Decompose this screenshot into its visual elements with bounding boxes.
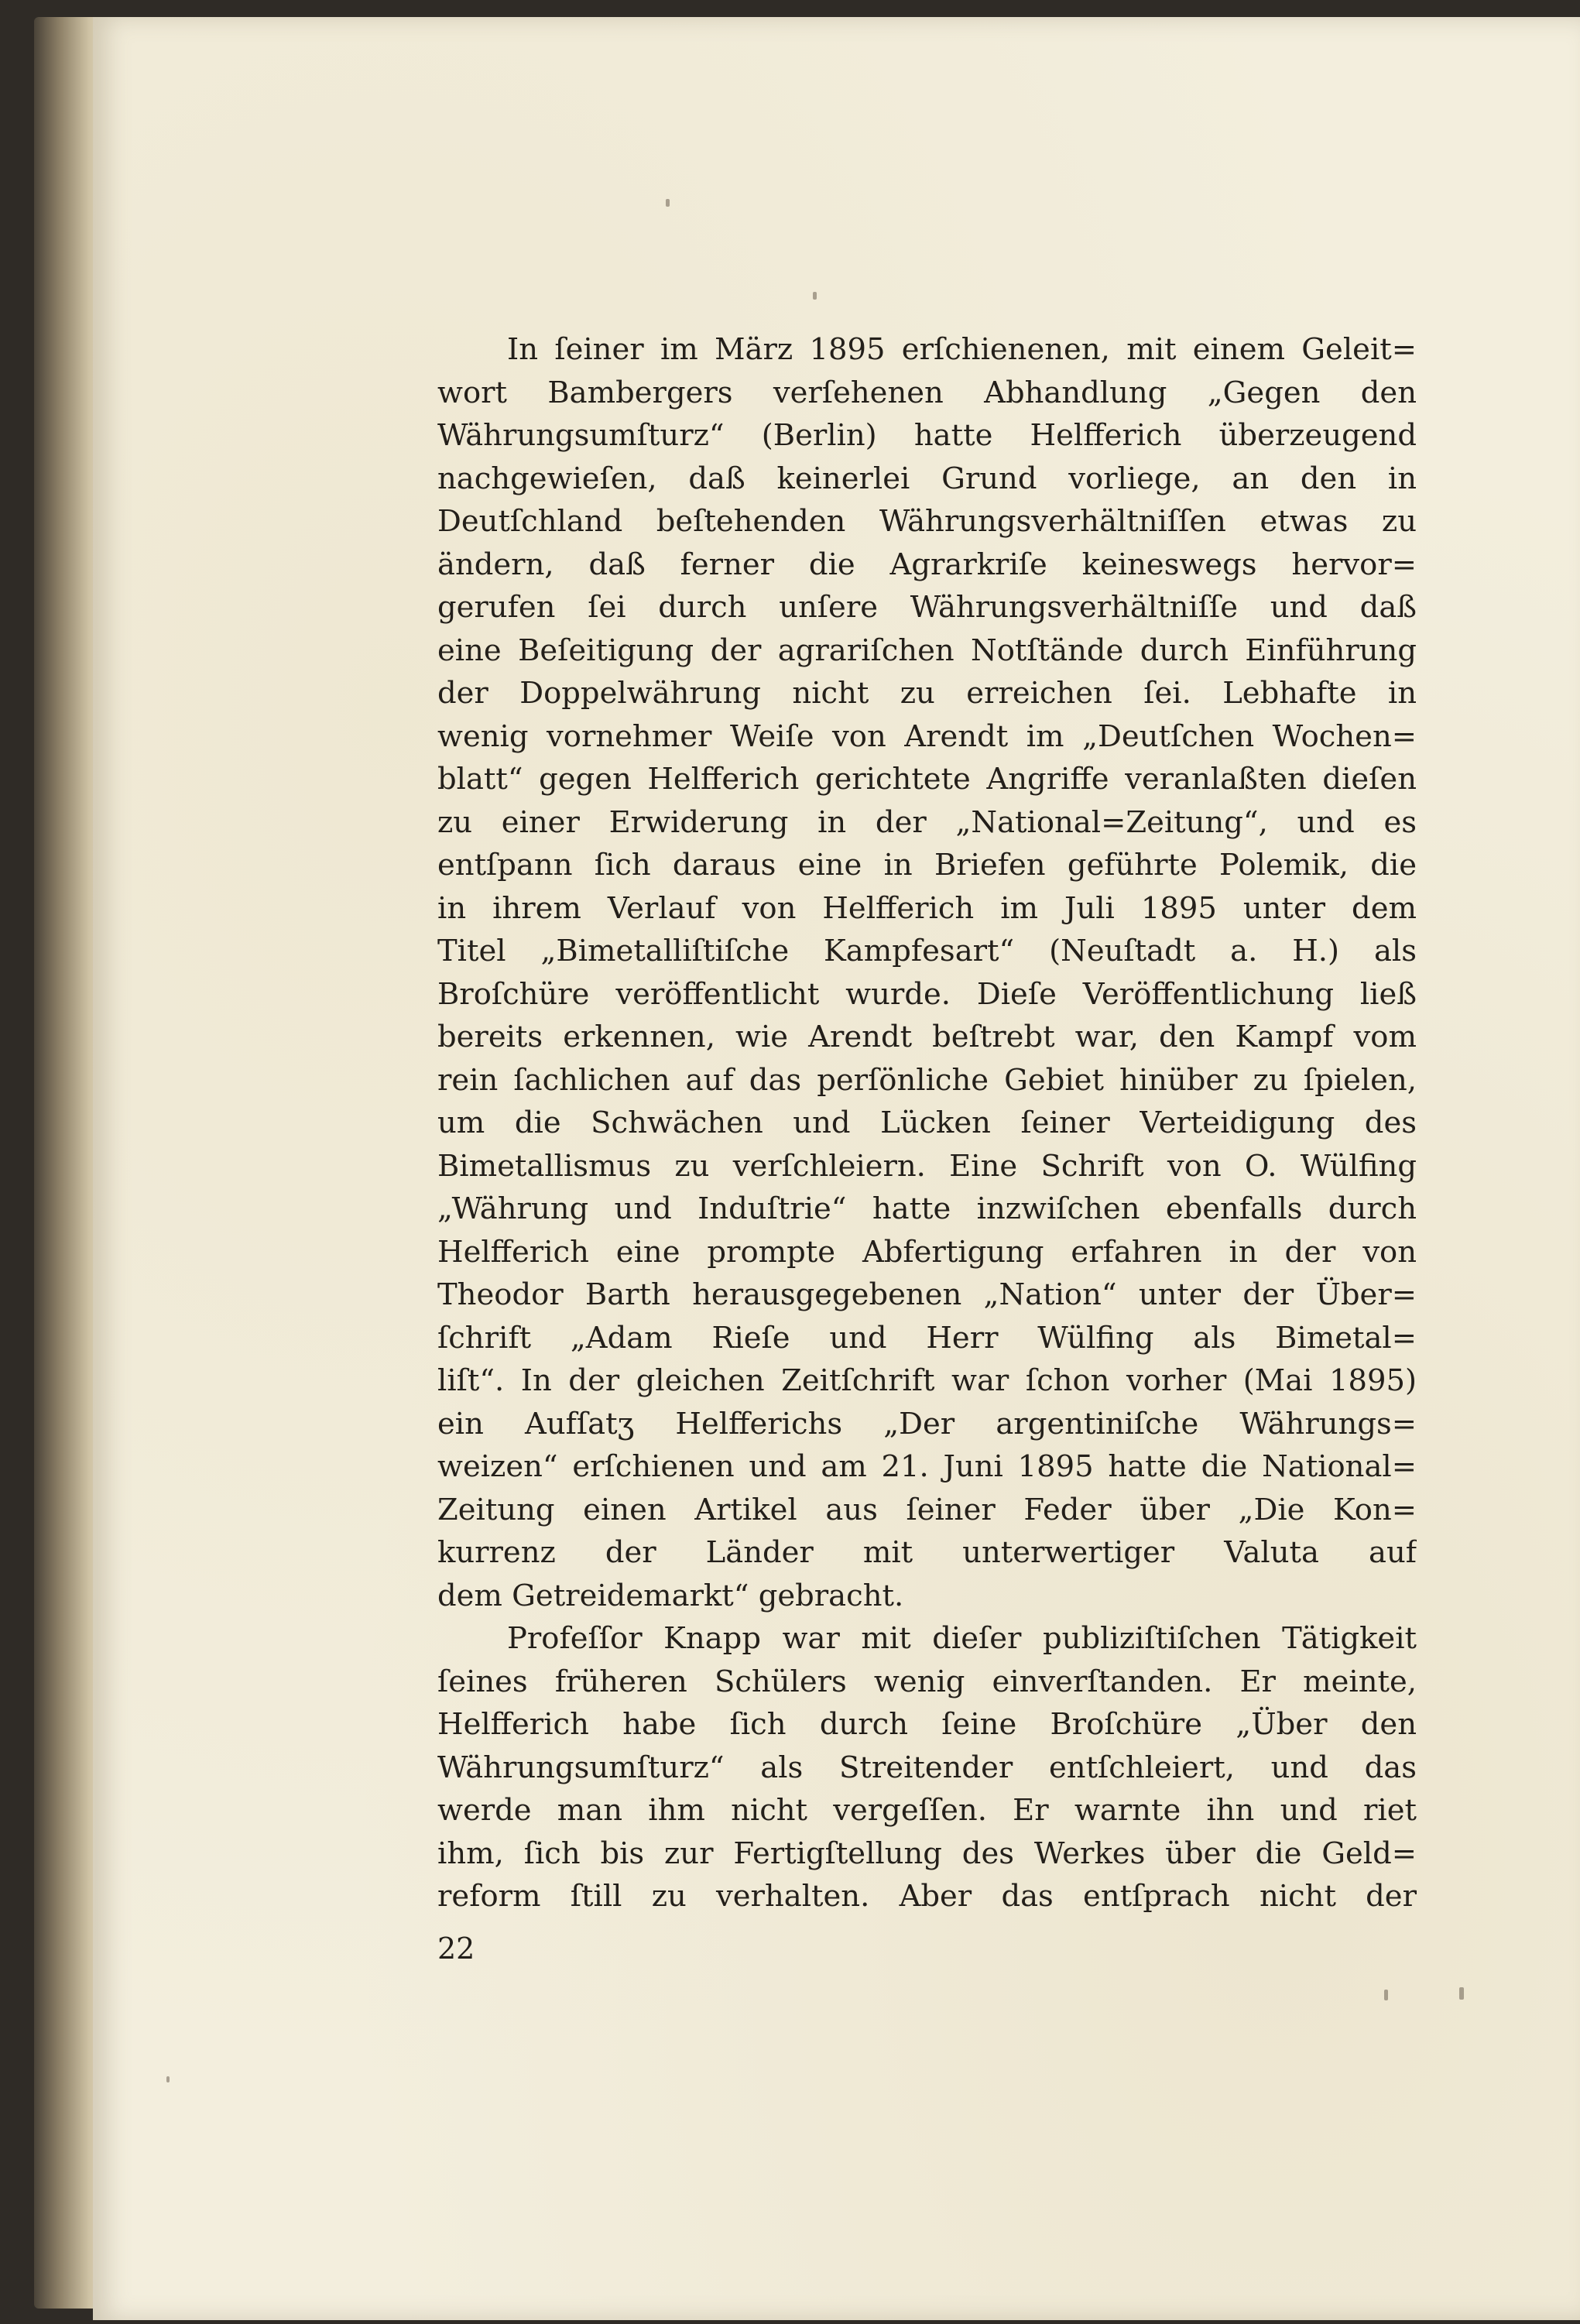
paper-speck <box>1459 1987 1464 2000</box>
paper-speck <box>166 2076 170 2082</box>
text-line: Titel „Bimetalliſtiſche Kampfesart“ (Neuſtadt a. H.) als <box>437 934 1417 968</box>
text-line: Helfferich habe ſich durch ſeine Broſchüre „Über den <box>437 1707 1417 1742</box>
text-line: ihm, ſich bis zur Fertigſtellung des Werkes über die Geld= <box>437 1836 1417 1871</box>
text-line: Deutſchland beſtehenden Währungsverhältniſſen etwas zu <box>437 504 1417 539</box>
text-line: Währungsumſturz“ (Berlin) hatte Helfferich überzeugend <box>437 418 1417 453</box>
body-text <box>437 328 1417 1918</box>
text-line: wenig vornehmer Weiſe von Arendt im „Deutſchen Wochen= <box>437 718 1417 754</box>
text-line: Broſchüre veröffentlicht wurde. Dieſe Veröffentlichung ließ <box>437 976 1417 1012</box>
text-line: liſt“. In der gleichen Zeitſchrift war ſchon vorher (Mai 1895) <box>437 1363 1417 1398</box>
text-line: rein ſachlichen auf das perſönliche Gebiet hinüber zu ſpielen, <box>437 1062 1417 1098</box>
text-line: bereits erkennen, wie Arendt beſtrebt war, den Kampf vom <box>437 1020 1417 1054</box>
paper-speck <box>813 292 817 300</box>
text-line: werde man ihm nicht vergeſſen. Er warnte ihn und riet <box>437 1793 1417 1828</box>
text-line: ſeines früheren Schülers wenig einverſtanden. Er meinte, <box>437 1664 1417 1699</box>
text-line: ein Aufſatʒ Helfferichs „Der argentiniſche Währungs= <box>437 1406 1417 1441</box>
text-line: blatt“ gegen Helfferich gerichtete Angriffe veranlaßten dieſen <box>437 762 1417 797</box>
text-line: „Währung und Induſtrie“ hatte inzwiſchen ebenfalls durch <box>437 1191 1417 1226</box>
text-line: um die Schwächen und Lücken ſeiner Verteidigung des <box>437 1105 1417 1140</box>
page-number: 22 <box>437 1932 475 1966</box>
text-line: nachgewieſen, daß keinerlei Grund vorliege, an den in <box>437 461 1417 496</box>
text-line: gerufen ſei durch unſere Währungsverhältniſſe und daß <box>437 590 1417 625</box>
text-line: in ihrem Verlauf von Helfferich im Juli 1895 unter dem <box>437 890 1417 926</box>
text-line: kurrenz der Länder mit unterwertiger Valuta auf <box>437 1535 1417 1570</box>
text-line: weizen“ erſchienen und am 21. Juni 1895 hatte die National= <box>437 1449 1417 1484</box>
text-line: Theodor Barth herausgegebenen „Nation“ unter der Über= <box>437 1277 1417 1312</box>
text-line: dem Getreidemarkt“ gebracht. <box>437 1578 904 1613</box>
text-line: Helfferich eine prompte Abfertigung erfahren in der von <box>437 1234 1417 1270</box>
paper-speck <box>1384 1990 1388 2000</box>
text-line: eine Beſeitigung der agrariſchen Notſtände durch Einführung <box>437 632 1417 668</box>
text-line: zu einer Erwiderung in der „National=Zeitung“, und es <box>437 804 1417 840</box>
text-line: ändern, daß ferner die Agrarkriſe keineswegs hervor= <box>437 547 1417 582</box>
text-line: der Doppelwährung nicht zu erreichen ſei. Lebhafte in <box>437 676 1417 711</box>
text-line: In ſeiner im März 1895 erſchienenen, mit einem Geleit= <box>507 332 1417 367</box>
text-line: Profeſſor Knapp war mit dieſer publiziſtiſchen Tätigkeit <box>507 1621 1417 1656</box>
text-line: ſchrift „Adam Rieſe und Herr Wülfing als Bimetal= <box>437 1320 1417 1356</box>
text-line: Zeitung einen Artikel aus ſeiner Feder über „Die Kon= <box>437 1492 1417 1527</box>
text-line: reform ſtill zu verhalten. Aber das entſprach nicht der <box>437 1879 1417 1914</box>
text-line: Währungsumſturz“ als Streitender entſchleiert, und das <box>437 1750 1417 1785</box>
paper-speck <box>666 199 670 207</box>
text-line: entſpann ſich daraus eine in Briefen geführte Polemik, die <box>437 848 1417 883</box>
text-line: wort Bambergers verſehenen Abhandlung „Gegen den <box>437 375 1417 410</box>
text-line: Bimetallismus zu verſchleiern. Eine Schrift von O. Wülfing <box>437 1148 1417 1184</box>
